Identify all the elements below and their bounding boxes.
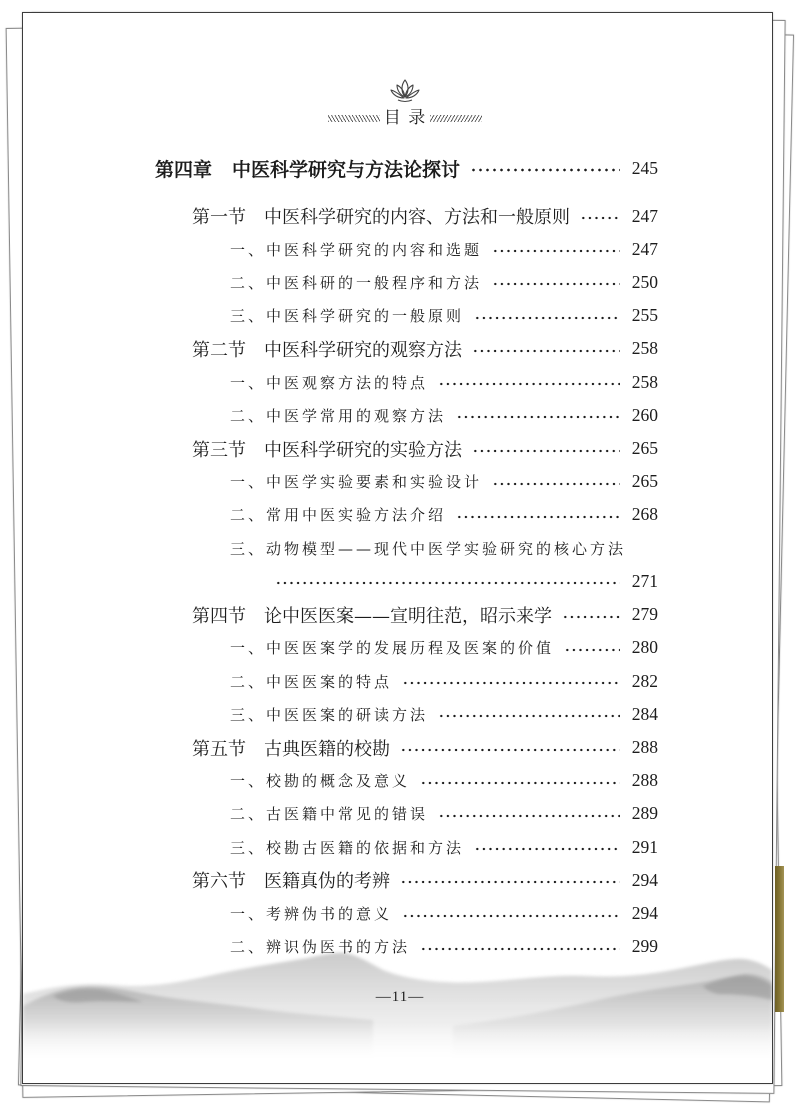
dot-leader [438, 814, 620, 818]
section-number: 第五节 [192, 738, 246, 760]
item-title: 二、辨识伪医书的方法 [230, 938, 411, 957]
toc-item [0, 532, 800, 565]
item-title: 二、常用中医实验方法介绍 [230, 506, 447, 525]
dot-leader [472, 449, 620, 453]
section-number: 第二节 [192, 339, 246, 361]
dot-leader [472, 349, 620, 353]
page-number: 294 [631, 869, 658, 890]
toc-entries [0, 199, 800, 963]
item-title: 三、中医科学研究的一般原则 [230, 307, 465, 326]
toc-item [0, 266, 800, 299]
page-number: 265 [631, 471, 658, 492]
page-number: 265 [631, 438, 658, 459]
dot-leader [580, 216, 620, 220]
page-number: 280 [631, 637, 658, 658]
dot-leader [470, 168, 620, 172]
dot-leader [564, 648, 620, 652]
page-number: 279 [631, 604, 658, 625]
item-title: 一、校勘的概念及意义 [230, 772, 411, 791]
toc-section [0, 598, 800, 631]
mist-fade [23, 1022, 772, 1060]
section-title: 古典医籍的校勘 [264, 738, 390, 760]
dot-leader [456, 515, 620, 519]
toc-item [0, 930, 800, 963]
toc-item [0, 365, 800, 398]
item-title: 二、中医科研的一般程序和方法 [230, 273, 483, 292]
page-number: 288 [631, 737, 658, 757]
page-number: 250 [631, 271, 658, 292]
dot-leader [456, 415, 620, 419]
section-number: 第六节 [192, 871, 246, 893]
page-number: 247 [631, 238, 658, 259]
item-title: 三、中医医案的研读方法 [230, 705, 429, 724]
section-title: 论中医医案——宣明往范，昭示来学 [264, 605, 552, 627]
folio-page-number: —11— [375, 989, 425, 1005]
dot-leader [275, 581, 620, 585]
page-number: 299 [631, 936, 658, 957]
page-number: 282 [631, 670, 658, 691]
page-number: 260 [631, 404, 658, 425]
dot-leader [438, 382, 620, 386]
toc-item [0, 698, 800, 731]
toc-item [0, 897, 800, 930]
toc-section [0, 199, 800, 232]
section-title: 医籍真伪的考辨 [264, 871, 390, 893]
toc-section [0, 432, 800, 465]
page-number: 258 [631, 371, 658, 392]
dot-leader [492, 282, 620, 286]
page-number: 258 [631, 338, 658, 359]
dot-leader [420, 947, 620, 951]
hatch-ornament-left [328, 115, 380, 122]
dot-leader [438, 714, 620, 718]
section-title: 中医科学研究的观察方法 [264, 339, 462, 361]
section-number: 第三节 [192, 439, 246, 461]
section-title: 中医科学研究的内容、方法和一般原则 [264, 207, 570, 228]
hatch-ornament-right [430, 115, 482, 122]
dot-leader [492, 482, 620, 486]
dot-leader [562, 615, 620, 619]
item-title: 一、中医科学研究的内容和选题 [230, 240, 483, 259]
page-number: 294 [631, 903, 658, 924]
toc-chapter [155, 152, 658, 184]
item-title: 二、中医医案的特点 [230, 672, 393, 691]
section-number: 第四节 [192, 605, 246, 627]
dot-leader [400, 880, 620, 884]
item-title: 一、中医学实验要素和实验设计 [230, 473, 483, 492]
toc-item [0, 764, 800, 797]
page-number: 291 [631, 836, 658, 857]
page-title: 目 录 [383, 108, 427, 128]
page-number: 268 [631, 504, 658, 525]
page-number: 288 [631, 770, 658, 791]
toc-item [0, 399, 800, 432]
toc-item [0, 299, 800, 332]
chapter-title: 中医科学研究与方法论探讨 [232, 158, 461, 181]
dot-leader [420, 781, 620, 785]
toc-heading-rule [305, 106, 505, 130]
item-title: 二、中医学常用的观察方法 [230, 406, 447, 425]
toc-item [0, 498, 800, 531]
lotus-icon [389, 78, 421, 104]
item-title: 一、考辨伪书的意义 [230, 905, 393, 924]
item-title: 三、校勘古医籍的依据和方法 [230, 838, 465, 857]
dot-leader [400, 748, 620, 752]
page-number: 247 [631, 205, 658, 226]
toc-section [0, 864, 800, 897]
section-title: 中医科学研究的实验方法 [264, 439, 462, 461]
toc-item [0, 631, 800, 664]
toc-section [0, 731, 800, 764]
section-number: 第一节 [192, 207, 246, 228]
item-title: 二、古医籍中常见的错误 [230, 805, 429, 824]
page-number: 255 [631, 305, 658, 326]
page-number: 271 [631, 570, 658, 591]
toc-item-continuation [0, 565, 800, 598]
dot-leader [402, 914, 620, 918]
page-number: 245 [631, 157, 658, 178]
item-title: 三、动物模型——现代中医学实验研究的核心方法 [230, 539, 627, 558]
page-number: 289 [631, 803, 658, 824]
dot-leader [474, 847, 620, 851]
toc-item [0, 831, 800, 864]
toc-item [0, 233, 800, 266]
chapter-number: 第四章 [155, 158, 213, 181]
dot-leader [402, 681, 620, 685]
toc-item [0, 797, 800, 830]
item-title: 一、中医观察方法的特点 [230, 373, 429, 392]
dot-leader [492, 249, 620, 253]
page-number: 284 [631, 703, 658, 724]
dot-leader [474, 316, 620, 320]
toc-item [0, 465, 800, 498]
toc-section [0, 332, 800, 365]
item-title: 一、中医医案学的发展历程及医案的价值 [230, 639, 555, 658]
toc-item [0, 664, 800, 697]
